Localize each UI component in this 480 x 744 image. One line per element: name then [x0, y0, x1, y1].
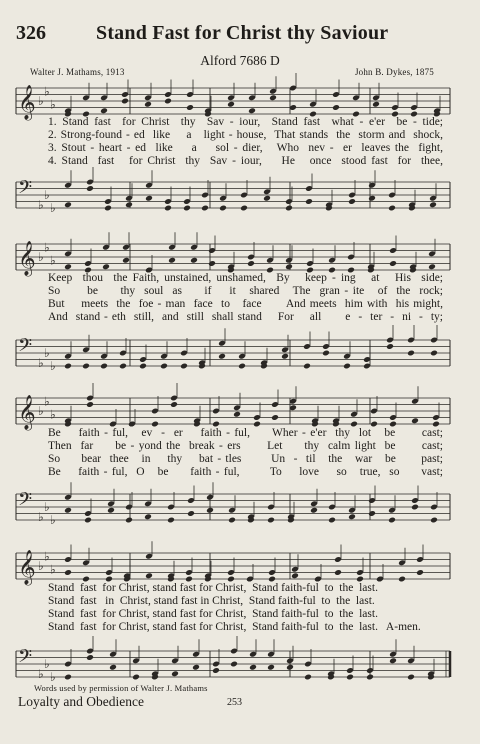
- flat-icon: ♭: [50, 201, 56, 215]
- treble-clef-icon: 𝄞: [18, 395, 36, 431]
- note-head: [186, 104, 194, 111]
- note-head: [230, 661, 238, 668]
- note-head: [64, 363, 72, 370]
- note-head: [238, 363, 246, 370]
- note-head: [348, 198, 356, 205]
- page-number: 253: [227, 697, 242, 708]
- note-head: [100, 107, 108, 114]
- hymn-number: 326: [16, 22, 46, 44]
- hymn-title: Stand Fast for Christ thy Saviour: [96, 22, 389, 44]
- note-head: [104, 205, 112, 212]
- note-head: [219, 205, 227, 212]
- note-head: [208, 260, 216, 267]
- note-head: [64, 674, 72, 681]
- note-head: [263, 195, 271, 202]
- flat-icon: ♭: [44, 657, 50, 671]
- note-head: [305, 198, 313, 205]
- note-head: [227, 101, 235, 108]
- bass-clef-icon: 𝄢: [18, 335, 33, 361]
- note-head: [411, 504, 419, 511]
- treble-staff-system-2: [0, 238, 480, 277]
- note-head: [170, 401, 178, 408]
- flat-icon: ♭: [44, 84, 50, 99]
- note-head: [304, 674, 312, 681]
- treble-clef-icon: 𝄞: [18, 241, 36, 277]
- note-head: [388, 517, 396, 524]
- note-head: [190, 257, 198, 264]
- note-head: [334, 569, 342, 576]
- note-head: [322, 350, 330, 357]
- flat-icon: ♭: [38, 509, 44, 524]
- flat-icon: ♭: [50, 359, 56, 373]
- note-head: [411, 417, 419, 424]
- flat-icon: ♭: [38, 197, 44, 212]
- flat-icon: ♭: [50, 562, 56, 577]
- note-head: [310, 507, 318, 514]
- note-head: [212, 667, 220, 674]
- note-head: [285, 263, 293, 270]
- note-head: [64, 507, 72, 514]
- treble-clef-icon: 𝄞: [18, 550, 36, 586]
- note-head: [348, 513, 356, 520]
- lyric-line: So bear thee in thy bat - tles Un - til the war be past;: [48, 453, 443, 465]
- note-head: [267, 664, 275, 671]
- flat-icon: ♭: [38, 250, 44, 264]
- lyric-line: Then far be - yond the break - ers Let thy calm light be cast;: [48, 440, 443, 452]
- note-head: [64, 263, 72, 270]
- note-head: [119, 363, 127, 370]
- bass-staff-system-1: [0, 176, 480, 215]
- note-head: [187, 510, 195, 517]
- note-head: [291, 572, 299, 579]
- note-head: [201, 205, 209, 212]
- note-head: [145, 572, 153, 579]
- note-head: [82, 363, 90, 370]
- note-head: [102, 263, 110, 270]
- lyric-line: 4. Stand fast for Christ thy Sav - iour, He once stood fast for thee,: [48, 155, 443, 167]
- flat-icon: ♭: [44, 500, 50, 514]
- note-head: [139, 363, 147, 370]
- note-head: [328, 517, 336, 524]
- note-head: [145, 195, 153, 202]
- flat-icon: ♭: [44, 346, 50, 360]
- note-head: [407, 674, 415, 681]
- tune-name: Alford 7686 D: [200, 53, 280, 68]
- flat-icon: ♭: [50, 407, 56, 422]
- treble-staff-system-4: [0, 547, 480, 586]
- note-head: [125, 201, 133, 208]
- flat-icon: ♭: [50, 513, 56, 527]
- note-head: [183, 205, 191, 212]
- note-head: [386, 343, 394, 350]
- lyric-line: But meets the foe - man face to face And meets him with his might,: [48, 298, 443, 310]
- lyric-line: And stand - eth still, and still shall stand For all e - ter - ni - ty;: [48, 311, 443, 323]
- note-head: [285, 205, 293, 212]
- note-head: [332, 104, 340, 111]
- note-head: [430, 517, 438, 524]
- flat-icon: ♭: [38, 666, 44, 681]
- note-head: [144, 513, 152, 520]
- note-head: [389, 657, 397, 664]
- note-head: [228, 517, 236, 524]
- bass-clef-icon: 𝄢: [18, 489, 33, 515]
- flat-icon: ♭: [44, 240, 50, 255]
- note-head: [218, 353, 226, 360]
- note-head: [416, 569, 424, 576]
- flat-icon: ♭: [50, 253, 56, 268]
- note-head: [233, 411, 241, 418]
- flat-icon: ♭: [38, 404, 44, 418]
- note-head: [271, 414, 279, 421]
- note-head: [372, 101, 380, 108]
- bass-staff-system-3: [0, 488, 480, 527]
- lyric-line: Be faith - ful, O be faith - ful, To love so true, so vast;: [48, 466, 443, 478]
- note-head: [206, 507, 214, 514]
- bass-clef-icon: 𝄢: [18, 177, 33, 203]
- lyric-line: 3. Stout - heart - ed like a sol - dier, Who nev - er leaves the fight,: [48, 142, 443, 154]
- note-head: [343, 363, 351, 370]
- note-head: [429, 201, 437, 208]
- note-head: [286, 664, 294, 671]
- note-head: [171, 670, 179, 677]
- note-head: [407, 350, 415, 357]
- bass-staff-system-2: [0, 334, 480, 373]
- treble-staff-system-3: [0, 392, 480, 431]
- flat-icon: ♭: [50, 97, 56, 112]
- note-head: [389, 260, 397, 267]
- note-head: [121, 98, 129, 105]
- note-head: [248, 107, 256, 114]
- note-head: [164, 98, 172, 105]
- lyric-line: Be faith - ful, ev - er faith - ful, Wher - e'er thy lot be cast;: [48, 427, 443, 439]
- note-head: [86, 401, 94, 408]
- note-head: [84, 517, 92, 524]
- note-head: [86, 654, 94, 661]
- note-head: [125, 517, 133, 524]
- note-head: [247, 260, 255, 267]
- permission-note: Words used by permission of Walter J. Mathams: [34, 683, 208, 693]
- flat-icon: ♭: [38, 94, 44, 108]
- flat-icon: ♭: [50, 670, 56, 684]
- note-head: [267, 517, 275, 524]
- lyric-line: Stand fast in Christ, stand fast in Christ, Stand faith-ful to the last.: [48, 595, 375, 607]
- note-head: [388, 205, 396, 212]
- flat-icon: ♭: [44, 549, 50, 564]
- lyric-line: Stand fast for Christ, stand fast for Christ, Stand faith-ful to the last. A-men.: [48, 621, 421, 633]
- flat-icon: ♭: [44, 394, 50, 409]
- note-head: [109, 664, 117, 671]
- note-head: [144, 101, 152, 108]
- note-head: [100, 363, 108, 370]
- note-head: [430, 350, 438, 357]
- note-head: [240, 205, 248, 212]
- note-head: [122, 257, 130, 264]
- note-head: [192, 664, 200, 671]
- note-head: [303, 363, 311, 370]
- note-head: [64, 569, 72, 576]
- lyric-line: So be thy soul as if it shared The gran - ite of the rock;: [48, 285, 443, 297]
- note-head: [368, 510, 376, 517]
- note-head: [167, 517, 175, 524]
- music-composer-credit: John B. Dykes, 1875: [354, 67, 434, 77]
- flat-icon: ♭: [38, 559, 44, 573]
- lyric-line: 1. Stand fast for Christ thy Sav - iour, Stand fast what - e'er be - tide;: [48, 116, 443, 128]
- lyric-line: Stand fast for Christ, stand fast for Christ, Stand faith-ful to the last.: [48, 582, 378, 594]
- note-head: [366, 674, 374, 681]
- words-author-credit: Walter J. Mathams, 1913: [30, 67, 125, 77]
- lyric-line: Keep thou the Faith, unstained, unshamed, By keep - ing at His side;: [48, 272, 443, 284]
- bass-staff-system-4: [0, 645, 480, 684]
- lyric-line: Stand fast for Christ, stand fast for Christ, Stand faith-ful to the last.: [48, 608, 378, 620]
- lyric-line: 2. Strong-found - ed like a light - house, That stands the storm and shock,: [48, 129, 443, 141]
- note-head: [107, 507, 115, 514]
- note-head: [86, 185, 94, 192]
- treble-clef-icon: 𝄞: [18, 85, 36, 121]
- note-head: [346, 674, 354, 681]
- note-head: [160, 363, 168, 370]
- note-head: [281, 353, 289, 360]
- note-head: [168, 257, 176, 264]
- note-head: [164, 205, 172, 212]
- note-head: [428, 263, 436, 270]
- section-heading: Loyalty and Obedience: [18, 694, 144, 709]
- note-head: [249, 664, 257, 671]
- note-head: [132, 674, 140, 681]
- note-head: [180, 363, 188, 370]
- note-head: [64, 201, 72, 208]
- treble-staff-system-1: [0, 82, 480, 121]
- bass-clef-icon: 𝄢: [18, 646, 33, 672]
- flat-icon: ♭: [44, 188, 50, 202]
- flat-icon: ♭: [38, 355, 44, 370]
- note-head: [368, 195, 376, 202]
- note-head: [269, 94, 277, 101]
